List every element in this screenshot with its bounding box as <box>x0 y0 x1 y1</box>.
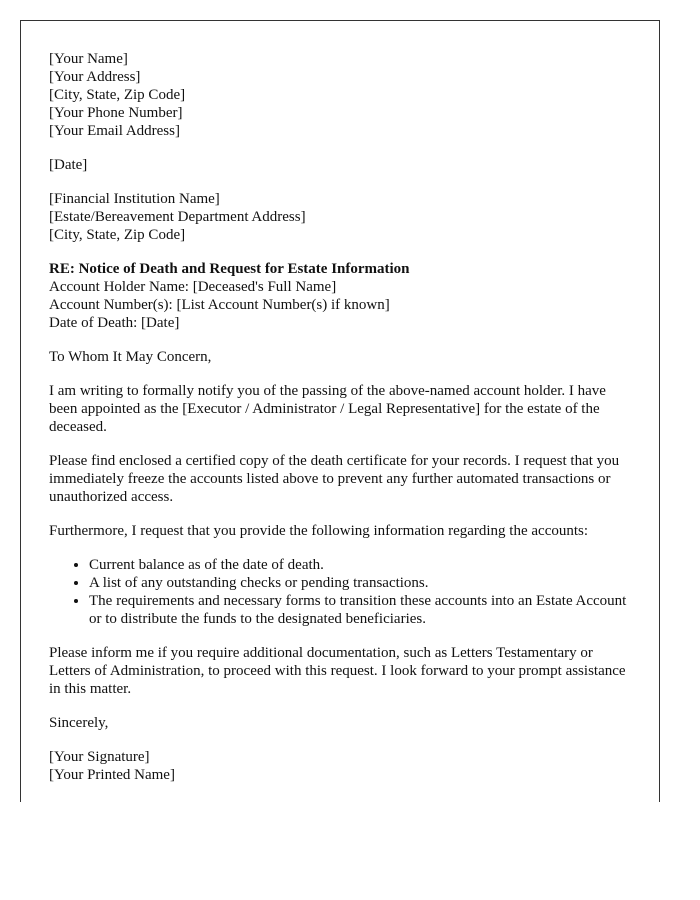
body-paragraph: Furthermore, I request that you provide the following information regarding the accounts: <box>49 523 589 539</box>
re-subject: RE: Notice of Death and Request for Estate Information <box>49 261 410 277</box>
closing: Sincerely, <box>49 715 109 731</box>
body-paragraph: Please find enclosed a certified copy of the death certificate for your records. I request that you immediately freeze the accounts listed above to prevent any further automated transactions or unauthorized access. <box>49 453 620 505</box>
body-paragraph: I am writing to formally notify you of the passing of the above-named account holder. I have been appointed as the [Executor / Administrator / Legal Representative] for the estate of the deceased. <box>49 383 606 435</box>
re-account-numbers: Account Number(s): [List Account Number(s) if known] <box>49 297 390 313</box>
signature: [Your Signature] <box>49 749 150 765</box>
sender-name: [Your Name] <box>49 51 128 67</box>
re-account-holder: Account Holder Name: [Deceased's Full Name] <box>49 279 337 295</box>
recipient-city: [City, State, Zip Code] <box>49 227 186 243</box>
recipient-address: [Estate/Bereavement Department Address] <box>49 209 306 225</box>
signature-block <box>49 748 631 784</box>
sender-address: [Your Address] <box>49 69 141 85</box>
re-date-of-death: Date of Death: [Date] <box>49 315 180 331</box>
closing-paragraph: Please inform me if you require additional documentation, such as Letters Testamentary or Letters of Administration, to proceed with this request. I look forward to your prompt assistance in this matter. <box>49 645 626 697</box>
list-item: • A list of any outstanding checks or pending transactions. <box>89 574 631 592</box>
list-item: • Current balance as of the date of death. <box>89 556 631 574</box>
printed-name: [Your Printed Name] <box>49 767 175 783</box>
salutation: To Whom It May Concern, <box>49 349 212 365</box>
recipient-block <box>49 190 631 244</box>
request-list <box>49 556 631 628</box>
letter-page <box>20 20 660 802</box>
sender-email: [Your Email Address] <box>49 123 180 139</box>
sender-city: [City, State, Zip Code] <box>49 87 186 103</box>
sender-phone: [Your Phone Number] <box>49 105 183 121</box>
letter-date: [Date] <box>49 157 88 173</box>
list-item: • The requirements and necessary forms to transition these accounts into an Estate Account or to distribute the funds to the designated beneficiaries. <box>89 592 631 628</box>
recipient-name: [Financial Institution Name] <box>49 191 220 207</box>
sender-block <box>49 50 631 140</box>
re-block <box>49 260 631 332</box>
